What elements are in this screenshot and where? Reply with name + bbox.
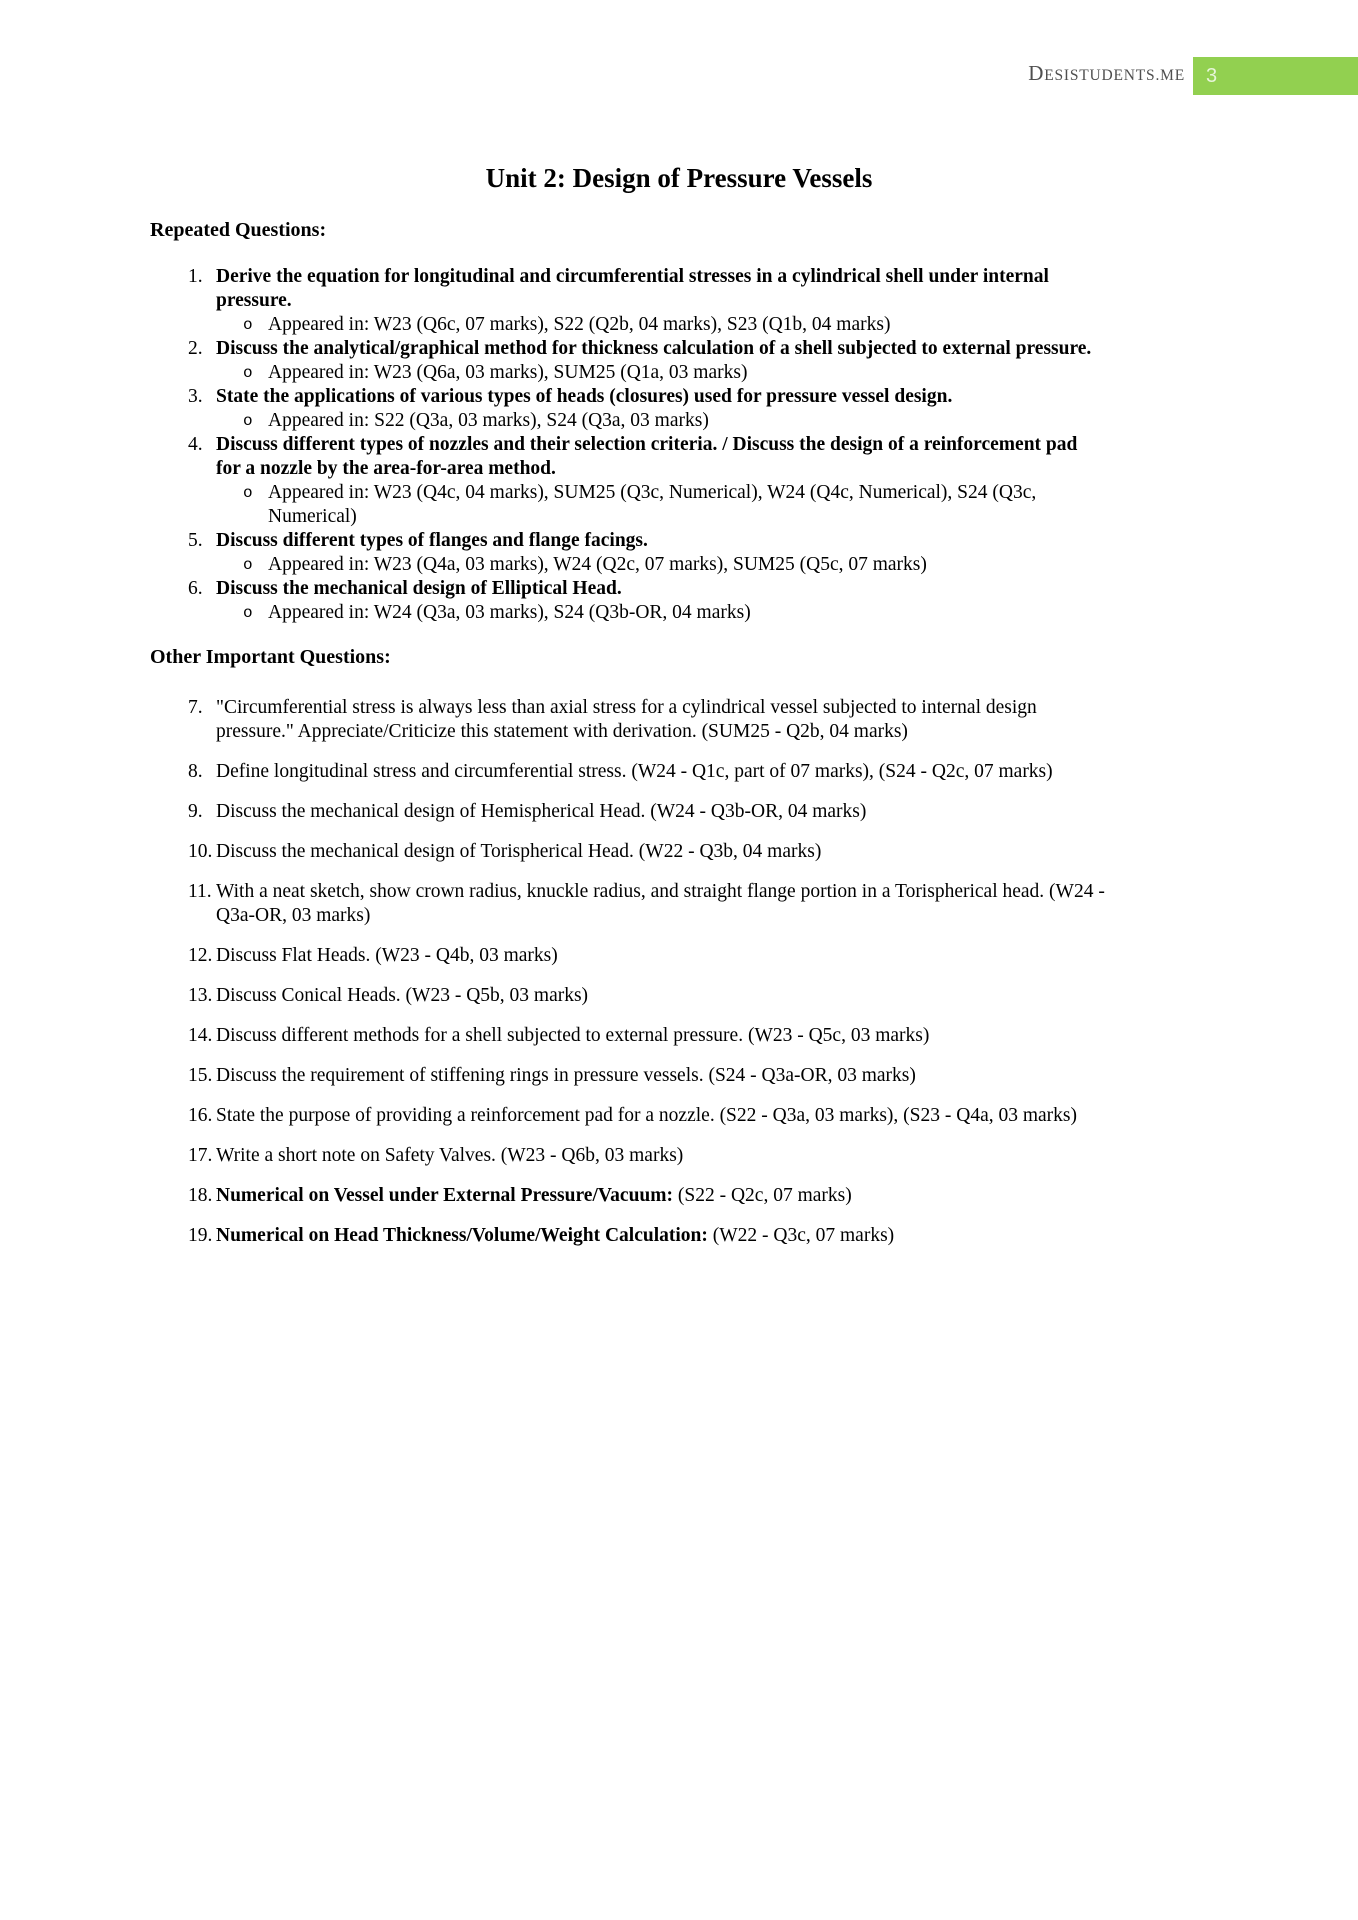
item-number: 14. (188, 1025, 213, 1046)
list-item (150, 984, 1105, 1008)
item-number: 12. (188, 945, 213, 966)
item-number: 13. (188, 985, 213, 1006)
item-body (216, 577, 1105, 625)
list-item (150, 265, 1105, 337)
item-body (216, 385, 1105, 433)
circle-bullet: o (243, 556, 253, 574)
item-body (216, 265, 1105, 337)
list-item (150, 1024, 1105, 1048)
other-question-text: Discuss Flat Heads. (W23 - Q4b, 03 marks) (216, 945, 558, 966)
item-body (216, 337, 1105, 385)
item-body (216, 880, 1105, 928)
item-body (216, 984, 1105, 1008)
site-name: DESISTUDENTS.ME (1028, 61, 1185, 85)
document-content (150, 218, 1105, 1248)
list-item (150, 1224, 1105, 1248)
appearance-text: Appeared in: S22 (Q3a, 03 marks), S24 (Q3a, 03 marks) (268, 410, 709, 431)
list-item (150, 696, 1105, 744)
item-number: 7. (188, 697, 203, 718)
circle-bullet: o (243, 316, 253, 334)
item-number: 8. (188, 761, 203, 782)
item-number: 1. (188, 266, 203, 287)
list-item (150, 1184, 1105, 1208)
appearance-text: Appeared in: W23 (Q4c, 04 marks), SUM25 (Q3c, Numerical), W24 (Q4c, Numerical), S24 (Q3c, Numerical) (268, 482, 1037, 527)
circle-bullet: o (243, 604, 253, 622)
question-list-other (150, 696, 1105, 1248)
question-text: Discuss the mechanical design of Elliptical Head. (216, 578, 622, 599)
appearance-text: Appeared in: W24 (Q3a, 03 marks), S24 (Q3b-OR, 04 marks) (268, 602, 751, 623)
appearance-line (216, 361, 1105, 385)
other-question-text: Discuss different methods for a shell subjected to external pressure. (W23 - Q5c, 03 marks) (216, 1025, 930, 1046)
other-question-text: Discuss the requirement of stiffening rings in pressure vessels. (S24 - Q3a-OR, 03 marks) (216, 1065, 916, 1086)
list-item (150, 1064, 1105, 1088)
item-number: 9. (188, 801, 203, 822)
appearance-text: Appeared in: W23 (Q6a, 03 marks), SUM25 (Q1a, 03 marks) (268, 362, 748, 383)
other-question-text: "Circumferential stress is always less than axial stress for a cylindrical vessel subjected to internal design pressure." Appreciate/Criticize this statement with derivation. (SUM25 - Q2b, 04 marks) (216, 697, 1037, 742)
item-number: 17. (188, 1145, 213, 1166)
appearance-line (216, 313, 1105, 337)
other-question-text: With a neat sketch, show crown radius, knuckle radius, and straight flange portion in a Torispherical head. (W24 - Q3a-OR, 03 marks) (216, 881, 1105, 926)
item-number: 6. (188, 578, 203, 599)
list-item (150, 880, 1105, 928)
list-item (150, 385, 1105, 433)
item-body (216, 760, 1105, 784)
bold-lead: Numerical on Head Thickness/Volume/Weight Calculation: (216, 1225, 708, 1246)
list-item (150, 577, 1105, 625)
other-question-text: Write a short note on Safety Valves. (W23 - Q6b, 03 marks) (216, 1145, 684, 1166)
list-item (150, 944, 1105, 968)
circle-bullet: o (243, 364, 253, 382)
appearance-text: Appeared in: W23 (Q6c, 07 marks), S22 (Q2b, 04 marks), S23 (Q1b, 04 marks) (268, 314, 891, 335)
item-body (216, 944, 1105, 968)
circle-bullet: o (243, 484, 253, 502)
list-item (150, 760, 1105, 784)
item-body (216, 1024, 1105, 1048)
question-text: Discuss different types of nozzles and their selection criteria. / Discuss the design of a reinforcement pad for a nozzle by the area-for-area method. (216, 434, 1078, 479)
other-question-text: Discuss the mechanical design of Torispherical Head. (W22 - Q3b, 04 marks) (216, 841, 822, 862)
list-item (150, 840, 1105, 864)
item-body (216, 800, 1105, 824)
item-number: 19. (188, 1225, 213, 1246)
other-question-text: Discuss the mechanical design of Hemispherical Head. (W24 - Q3b-OR, 04 marks) (216, 801, 867, 822)
item-number: 5. (188, 530, 203, 551)
list-item (150, 337, 1105, 385)
item-body (216, 696, 1105, 744)
question-text: Discuss different types of flanges and flange facings. (216, 530, 648, 551)
item-body (216, 433, 1105, 529)
item-body (216, 1184, 1105, 1208)
item-number: 3. (188, 386, 203, 407)
list-item (150, 1104, 1105, 1128)
appearance-text: Appeared in: W23 (Q4a, 03 marks), W24 (Q2c, 07 marks), SUM25 (Q5c, 07 marks) (268, 554, 927, 575)
bold-lead: Numerical on Vessel under External Pressure/Vacuum: (216, 1185, 673, 1206)
item-number: 2. (188, 338, 203, 359)
list-item (150, 1144, 1105, 1168)
item-body (216, 1144, 1105, 1168)
list-item (150, 433, 1105, 529)
item-body (216, 529, 1105, 577)
other-question-text: (W22 - Q3c, 07 marks) (707, 1225, 895, 1246)
circle-bullet: o (243, 412, 253, 430)
item-number: 18. (188, 1185, 213, 1206)
question-text: Derive the equation for longitudinal and circumferential stresses in a cylindrical shell under internal pressure. (216, 266, 1049, 311)
question-list-repeated (150, 265, 1105, 625)
other-question-text: Discuss Conical Heads. (W23 - Q5b, 03 marks) (216, 985, 589, 1006)
item-body (216, 840, 1105, 864)
item-body (216, 1064, 1105, 1088)
item-body (216, 1104, 1105, 1128)
item-number: 11. (188, 881, 212, 902)
other-question-text: State the purpose of providing a reinforcement pad for a nozzle. (S22 - Q3a, 03 marks), (S23 - Q4a, 03 marks) (216, 1105, 1077, 1126)
list-item (150, 800, 1105, 824)
item-number: 4. (188, 434, 203, 455)
page-number: 3 (1206, 64, 1218, 87)
other-question-text: Define longitudinal stress and circumferential stress. (W24 - Q1c, part of 07 marks), (S24 - Q2c, 07 marks) (216, 761, 1053, 782)
document-title: Unit 2: Design of Pressure Vessels (485, 163, 873, 193)
section-heading-repeated: Repeated Questions: (150, 219, 327, 241)
item-body (216, 1224, 1105, 1248)
list-item (150, 529, 1105, 577)
appearance-line (216, 553, 1105, 577)
other-question-text: (S22 - Q2c, 07 marks) (673, 1185, 852, 1206)
appearance-line (216, 601, 1105, 625)
item-number: 16. (188, 1105, 213, 1126)
question-text: State the applications of various types of heads (closures) used for pressure vessel design. (216, 386, 953, 407)
appearance-line (216, 481, 1105, 529)
appearance-line (216, 409, 1105, 433)
page-number-badge (1193, 57, 1358, 95)
question-text: Discuss the analytical/graphical method for thickness calculation of a shell subjected to external pressure. (216, 338, 1092, 359)
item-number: 15. (188, 1065, 213, 1086)
section-heading-other: Other Important Questions: (150, 646, 391, 668)
item-number: 10. (188, 841, 213, 862)
